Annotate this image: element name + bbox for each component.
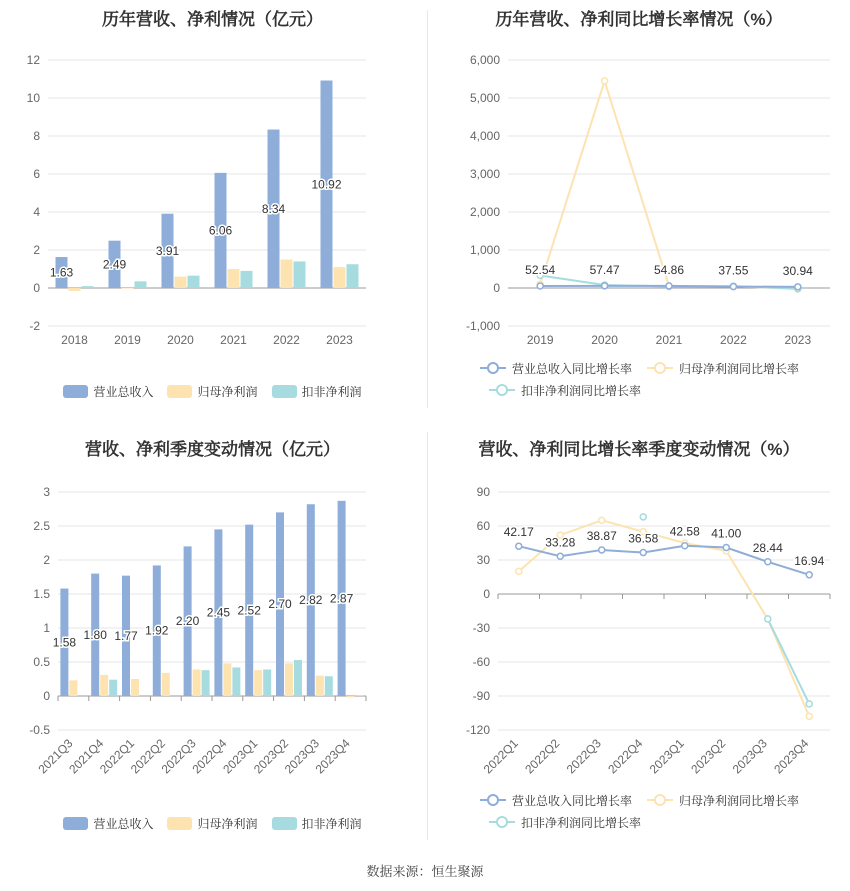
y-tick-label: 60: [476, 519, 490, 533]
x-tick-label: 2022Q4: [605, 736, 646, 777]
annual-revenue-profit-panel: [0, 0, 425, 420]
data-label: 30.94: [782, 263, 813, 278]
bar-deducted-profit: [241, 271, 253, 288]
legend-label: 营业总收入同比增长率: [511, 793, 632, 808]
bar-deducted-profit: [188, 276, 200, 288]
x-tick-label: 2022Q1: [97, 736, 138, 777]
series-point: [723, 545, 729, 551]
y-tick-label: 1: [43, 621, 50, 635]
annual-revenue-profit-chart: [0, 0, 425, 420]
legend-item-revenue-growth[interactable]: [479, 360, 632, 377]
legend-label: 扣非净利润同比增长率: [521, 383, 642, 398]
y-tick-label: -120: [465, 723, 490, 737]
bar-net-profit: [223, 663, 231, 696]
bar-deducted-profit: [347, 264, 359, 288]
legend-swatch: [63, 385, 88, 398]
x-tick-label: 2021: [655, 333, 683, 347]
series-point: [806, 572, 812, 578]
x-tick-label: 2023Q1: [646, 736, 687, 777]
data-label: 2.87: [329, 591, 354, 606]
bar-net-profit: [100, 675, 108, 696]
data-label: 6.06: [208, 223, 233, 238]
series-point: [516, 568, 522, 574]
x-tick-label: 2022: [720, 333, 747, 347]
x-tick-label: 2023Q2: [251, 736, 292, 777]
bar-net-profit: [131, 679, 139, 696]
legend-label: 归母净利润: [197, 816, 258, 831]
y-tick-label: -30: [472, 621, 490, 635]
bar-deducted-profit: [135, 281, 147, 288]
legend-line-icon: [646, 361, 674, 375]
series-point: [640, 550, 646, 556]
chart-title: 营收、净利季度变动情况（亿元）: [85, 440, 340, 459]
x-tick-label: 2023: [784, 333, 812, 347]
y-tick-label: 2.5: [33, 519, 50, 533]
x-tick-label: 2022Q3: [158, 736, 199, 777]
legend-item-revenue[interactable]: [63, 815, 153, 832]
data-label: 54.86: [653, 262, 685, 277]
data-label: 52.54: [525, 263, 556, 278]
y-tick-label: -1,000: [465, 319, 500, 333]
data-label: 2.52: [237, 603, 261, 618]
quarterly-revenue-profit-chart: [0, 420, 425, 850]
data-label: 36.58: [628, 531, 659, 546]
y-tick-label: 4: [33, 205, 40, 219]
x-tick-label: 2022Q1: [480, 736, 521, 777]
legend-swatch: [63, 817, 88, 830]
legend-swatch: [167, 385, 192, 398]
series-point: [640, 514, 646, 520]
data-label: 2.82: [299, 593, 323, 608]
y-tick-label: -0.5: [29, 723, 50, 737]
bar-net-profit: [285, 663, 293, 696]
series-point: [765, 616, 771, 622]
x-tick-label: 2021: [220, 333, 247, 347]
x-tick-label: 2020: [167, 333, 194, 347]
bar-deducted-profit: [232, 667, 240, 696]
legend-label: 归母净利润同比增长率: [679, 793, 800, 808]
data-label: 2.45: [206, 605, 231, 620]
bar-net-profit: [122, 288, 134, 289]
bar-net-profit: [281, 260, 293, 289]
legend-item-deducted-growth[interactable]: [488, 382, 641, 399]
legend-item-deducted-profit[interactable]: [272, 383, 362, 400]
bar-deducted-profit: [294, 660, 302, 696]
y-tick-label: 12: [26, 53, 40, 67]
data-label: 42.17: [503, 525, 534, 540]
legend-item-deducted-growth[interactable]: [488, 814, 641, 831]
bar-net-profit: [334, 267, 346, 288]
series-point: [682, 543, 688, 549]
y-tick-label: -60: [472, 655, 490, 669]
y-tick-label: 1.5: [33, 587, 50, 601]
x-tick-label: 2022Q3: [563, 736, 604, 777]
data-label: 37.55: [718, 263, 749, 278]
bar-net-profit: [69, 680, 77, 696]
chart-legend: [0, 380, 425, 402]
bar-net-profit: [254, 670, 262, 696]
series-line-deducted-growth: [768, 619, 810, 704]
data-label: 3.91: [155, 243, 180, 258]
y-tick-label: 8: [33, 129, 40, 143]
series-point: [602, 78, 608, 84]
legend-item-net-profit[interactable]: [167, 815, 257, 832]
legend-line-icon: [488, 815, 516, 829]
y-tick-label: 0.5: [33, 655, 50, 669]
data-label: 41.00: [711, 526, 742, 541]
series-point: [795, 284, 801, 290]
data-label: 57.47: [589, 262, 620, 277]
chart-legend: [428, 789, 850, 833]
legend-item-revenue-growth[interactable]: [479, 792, 632, 809]
series-point: [806, 713, 812, 719]
data-label: 10.92: [311, 177, 342, 192]
y-tick-label: 30: [476, 553, 490, 567]
chart-legend: [0, 812, 425, 834]
data-label: 1.92: [145, 623, 169, 638]
bar-deducted-profit: [325, 676, 333, 696]
x-tick-label: 2019: [526, 333, 554, 347]
bar-net-profit: [69, 288, 81, 291]
y-tick-label: 0: [33, 281, 40, 295]
bar-net-profit: [193, 669, 201, 696]
y-tick-label: 3: [43, 485, 50, 499]
bar-net-profit: [228, 269, 240, 288]
data-source-footer: 数据来源：恒生聚源: [366, 864, 484, 879]
y-tick-label: 2: [43, 553, 50, 567]
y-tick-label: 0: [493, 281, 500, 295]
y-tick-label: 6: [33, 167, 40, 181]
legend-line-icon: [479, 361, 507, 375]
quarterly-growth-rate-panel: [428, 420, 850, 850]
legend-label: 扣非净利润: [301, 816, 362, 831]
legend-label: 营业总收入同比增长率: [511, 361, 632, 376]
series-point: [666, 283, 672, 289]
bar-deducted-profit: [82, 286, 94, 288]
series-point: [765, 559, 771, 565]
data-label: 2.49: [102, 257, 127, 272]
y-tick-label: 0: [483, 587, 490, 601]
y-tick-label: -2: [29, 319, 40, 333]
legend-label: 营业总收入: [93, 384, 154, 399]
legend-swatch: [272, 385, 297, 398]
legend-label: 扣非净利润: [301, 384, 362, 399]
series-point: [602, 283, 608, 289]
data-label: 1.77: [114, 628, 138, 643]
y-tick-label: 5,000: [469, 91, 500, 105]
legend-item-deducted-profit[interactable]: [272, 815, 362, 832]
quarterly-revenue-profit-panel: [0, 420, 425, 850]
y-tick-label: 6,000: [469, 53, 500, 67]
series-point: [557, 553, 563, 559]
data-label: 8.34: [261, 201, 286, 216]
x-tick-label: 2021Q3: [35, 736, 76, 777]
bar-deducted-profit: [202, 670, 210, 696]
y-tick-label: 2,000: [469, 205, 500, 219]
y-tick-label: 3,000: [469, 167, 500, 181]
legend-label: 归母净利润同比增长率: [679, 361, 800, 376]
chart-legend: [428, 357, 850, 401]
legend-item-net-profit-growth[interactable]: [646, 360, 799, 377]
data-label: 1.63: [49, 265, 74, 280]
data-label: 1.58: [52, 635, 77, 650]
x-tick-label: 2023Q3: [729, 736, 770, 777]
bar-net-profit: [347, 696, 355, 697]
bar-deducted-profit: [356, 695, 364, 696]
x-tick-label: 2023Q3: [281, 736, 322, 777]
data-label: 38.87: [586, 528, 617, 543]
series-point: [599, 547, 605, 553]
series-line-net-profit-growth: [540, 81, 798, 289]
data-label: 16.94: [794, 553, 825, 568]
data-label: 1.80: [83, 627, 107, 642]
chart-title: 营收、净利同比增长率季度变动情况（%）: [478, 440, 800, 459]
y-tick-label: 10: [26, 91, 40, 105]
legend-item-net-profit-growth[interactable]: [646, 792, 799, 809]
data-label: 28.44: [752, 540, 783, 555]
x-tick-label: 2022: [273, 333, 300, 347]
series-point: [516, 543, 522, 549]
x-tick-label: 2023Q1: [220, 736, 261, 777]
series-point: [730, 284, 736, 290]
bar-net-profit: [162, 673, 170, 696]
x-tick-label: 2023Q4: [771, 736, 812, 777]
series-point: [806, 701, 812, 707]
y-tick-label: 90: [476, 485, 490, 499]
x-tick-label: 2022Q2: [522, 736, 563, 777]
x-tick-label: 2020: [591, 333, 618, 347]
bar-deducted-profit: [263, 669, 271, 696]
legend-line-icon: [488, 383, 516, 397]
y-tick-label: 1,000: [469, 243, 500, 257]
data-label: 2.20: [175, 614, 200, 629]
legend-swatch: [272, 817, 297, 830]
y-tick-label: 0: [43, 689, 50, 703]
x-tick-label: 2022Q2: [127, 736, 168, 777]
x-tick-label: 2018: [61, 333, 88, 347]
x-tick-label: 2023: [326, 333, 353, 347]
x-tick-label: 2021Q4: [66, 736, 107, 777]
x-tick-label: 2022Q4: [189, 736, 230, 777]
bar-net-profit: [316, 676, 324, 696]
chart-title: 历年营收、净利同比增长率情况（%）: [495, 10, 783, 29]
x-tick-label: 2019: [114, 333, 141, 347]
annual-growth-rate-panel: [428, 0, 850, 420]
chart-title: 历年营收、净利情况（亿元）: [102, 10, 323, 29]
data-label: 33.28: [545, 535, 576, 550]
data-label: 42.58: [669, 524, 700, 539]
y-tick-label: -90: [472, 689, 490, 703]
x-tick-label: 2023Q4: [312, 736, 353, 777]
legend-label: 营业总收入: [93, 816, 154, 831]
y-tick-label: 4,000: [469, 129, 500, 143]
bar-net-profit: [175, 277, 187, 288]
legend-item-net-profit[interactable]: [167, 383, 257, 400]
legend-item-revenue[interactable]: [63, 383, 153, 400]
legend-line-icon: [646, 793, 674, 807]
x-tick-label: 2023Q2: [688, 736, 729, 777]
legend-line-icon: [479, 793, 507, 807]
legend-swatch: [167, 817, 192, 830]
legend-label: 归母净利润: [197, 384, 258, 399]
quarterly-growth-rate-chart: [428, 420, 850, 850]
series-point: [537, 283, 543, 289]
series-point: [599, 517, 605, 523]
bar-deducted-profit: [109, 680, 117, 696]
data-label: 2.70: [268, 597, 292, 612]
y-tick-label: 2: [33, 243, 40, 257]
bar-deducted-profit: [294, 261, 306, 288]
legend-label: 扣非净利润同比增长率: [521, 815, 642, 830]
